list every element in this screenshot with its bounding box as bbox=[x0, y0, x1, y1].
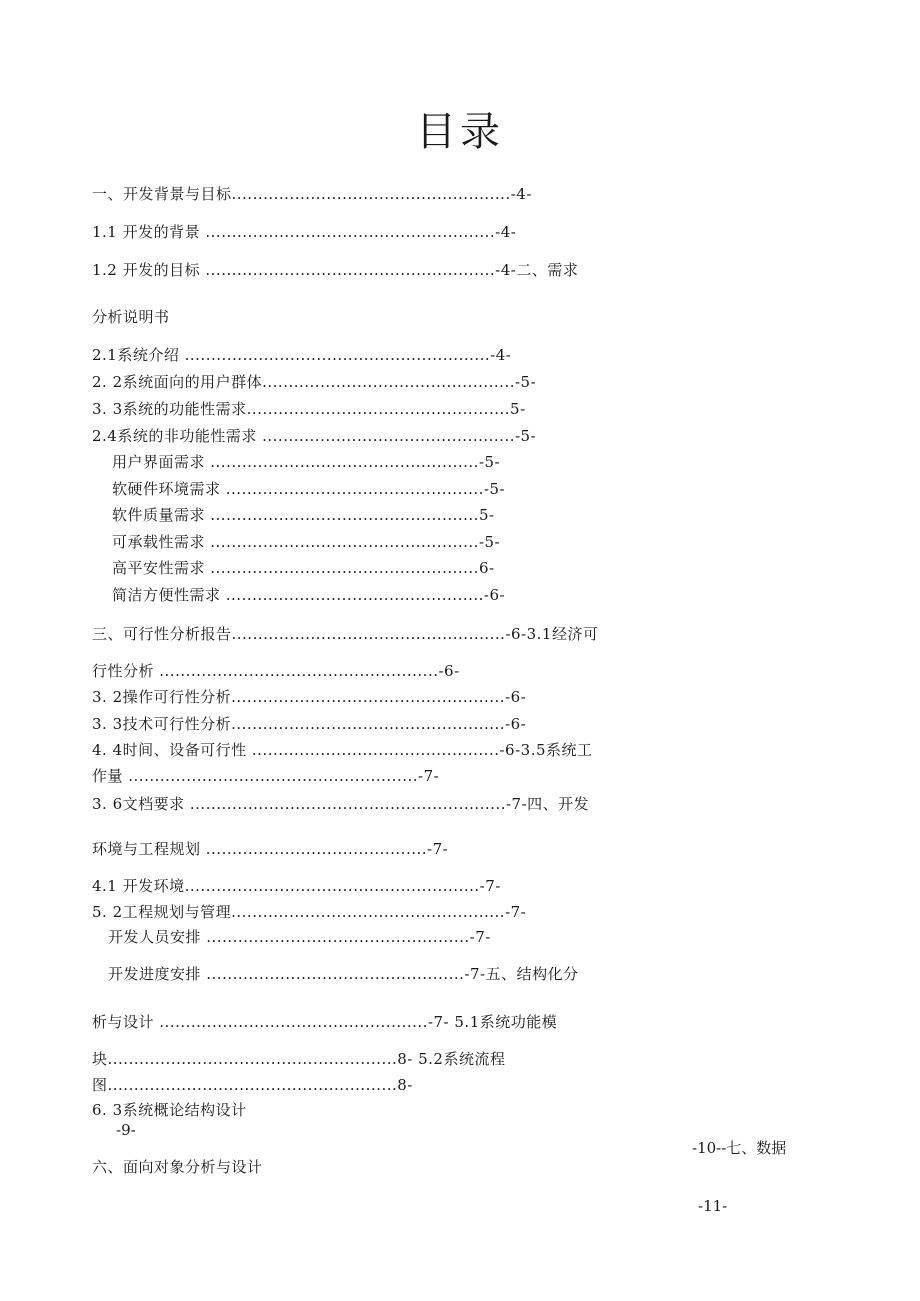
page-number-5-3: -9- bbox=[116, 1121, 136, 1139]
toc-entry-1-2: 1.2 开发的目标 .......................................................-4-二、需求 bbox=[92, 261, 579, 279]
toc-sub-quality: 软件质量需求 ...................................................5- bbox=[112, 506, 495, 524]
page-title: 目录 bbox=[416, 109, 504, 155]
toc-entry-7-start: -10--七、数据 bbox=[692, 1139, 787, 1157]
toc-entry-4-1: 4.1 开发环境........................................................-7- bbox=[92, 877, 501, 895]
toc-entry-5-1-cont: 块.......................................................8- 5.2系统流程 bbox=[92, 1050, 506, 1068]
toc-entry-1: 一、开发背景与目标.....................................................-4- bbox=[92, 185, 532, 203]
toc-entry-5-2-cont: 图.......................................................8- bbox=[92, 1076, 413, 1094]
toc-sub-schedule: 开发进度安排 .................................................-7-五、结构化分 bbox=[108, 965, 579, 983]
toc-entry-2-cont: 分析说明书 bbox=[92, 308, 170, 326]
toc-entry-3-2: 3. 2操作可行性分析....................................................-6- bbox=[92, 688, 527, 706]
toc-entry-4-2: 5. 2工程规划与管理....................................................-7- bbox=[92, 903, 527, 921]
toc-entry-5-3: 6. 3系统概论结构设计 bbox=[92, 1101, 247, 1119]
toc-sub-security: 高平安性需求 ...................................................6- bbox=[112, 559, 495, 577]
toc-entry-5-cont: 析与设计 ...................................................-7- 5.1系统功能模 bbox=[92, 1013, 558, 1031]
toc-entry-3-6: 3. 6文档要求 ............................................................-7-四、开发 bbox=[92, 795, 590, 813]
toc-entry-3-3: 3. 3技术可行性分析....................................................-6- bbox=[92, 715, 527, 733]
toc-entry-3-5-cont: 作量 .......................................................-7- bbox=[92, 767, 440, 785]
toc-entry-3: 三、可行性分析报告....................................................-6-3.1经济可 bbox=[92, 625, 599, 643]
toc-sub-staff: 开发人员安排 ..................................................-7- bbox=[108, 928, 491, 946]
toc-entry-6: 六、面向对象分析与设计 bbox=[92, 1158, 263, 1176]
toc-sub-ease: 简洁方便性需求 .................................................-6- bbox=[112, 586, 506, 604]
page-number-6: -11- bbox=[698, 1197, 728, 1215]
toc-sub-capacity: 可承载性需求 ...................................................-5- bbox=[112, 533, 501, 551]
toc-entry-2-1: 2.1系统介绍 ..........................................................-4- bbox=[92, 346, 512, 364]
toc-entry-1-1: 1.1 开发的背景 .......................................................-4- bbox=[92, 223, 517, 241]
toc-entry-2-4: 2.4系统的非功能性需求 ................................................-5- bbox=[92, 427, 537, 445]
toc-entry-2-2: 2. 2系统面向的用户群体................................................-5- bbox=[92, 373, 537, 391]
toc-entry-3-4: 4. 4时间、设备可行性 ...............................................-6-3.5系统工 bbox=[92, 741, 593, 759]
toc-entry-2-3: 3. 3系统的功能性需求..................................................5- bbox=[92, 400, 526, 418]
toc-entry-4-cont: 环境与工程规划 ..........................................-7- bbox=[92, 840, 449, 858]
toc-entry-3-1-cont: 行性分析 .....................................................-6- bbox=[92, 662, 460, 680]
toc-sub-env: 软硬件环境需求 .................................................-5- bbox=[112, 480, 506, 498]
toc-sub-ui: 用户界面需求 ...................................................-5- bbox=[112, 453, 501, 471]
